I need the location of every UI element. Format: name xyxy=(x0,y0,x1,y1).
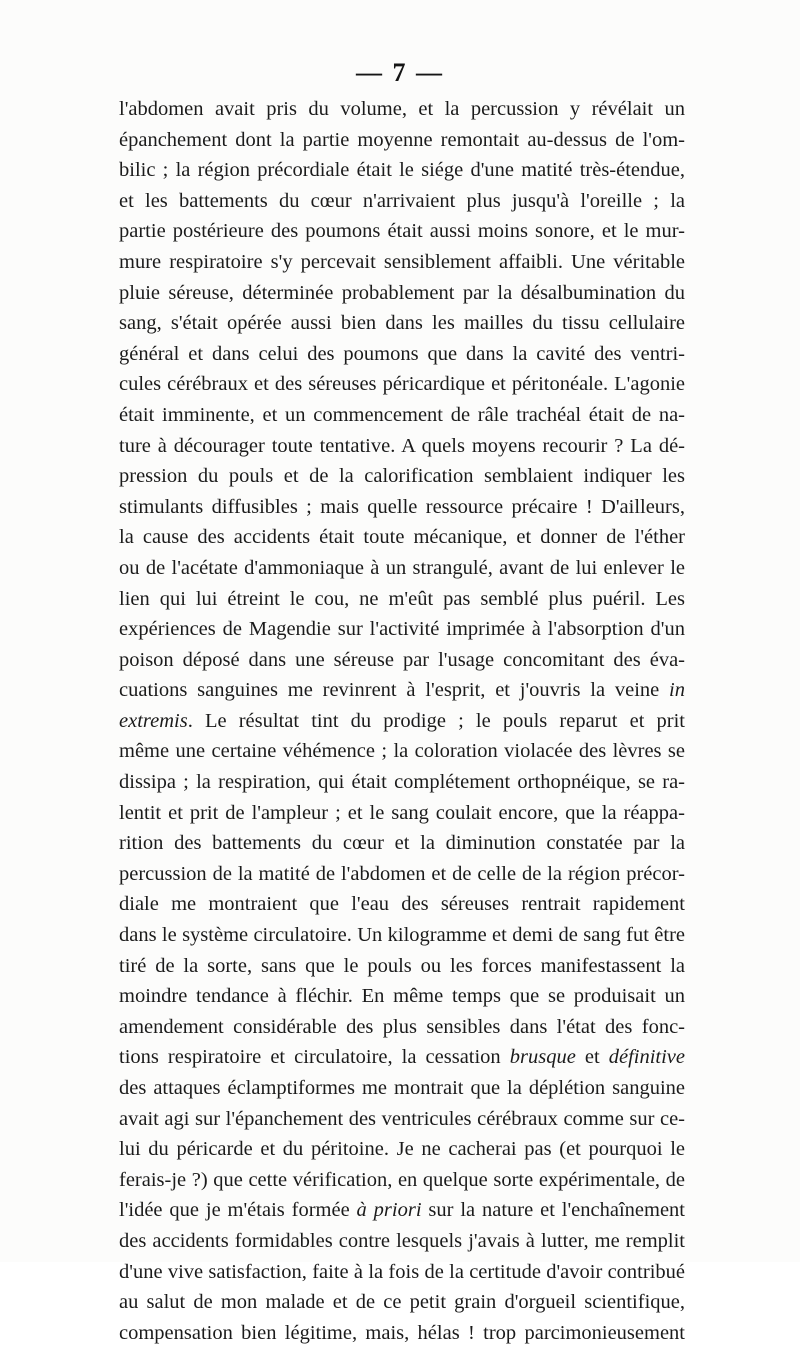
text-line: général et dans celui des poumons que dans la cavité des ventri- xyxy=(119,342,685,365)
text-line: pluie séreuse, déterminée probablement par la désalbumination du xyxy=(119,281,685,304)
text-line: pression du pouls et de la calorification semblaient indiquer les xyxy=(119,465,685,488)
text-line: rition des battements du cœur et la diminution constatée par la xyxy=(119,832,685,855)
page-number: — 7 — xyxy=(356,58,444,87)
body-text xyxy=(119,94,685,1348)
text-line: ou de l'acétate d'ammoniaque à un strangulé, avant de lui enlever le xyxy=(119,556,685,579)
text-line: percussion de la matité de l'abdomen et de celle de la région précor- xyxy=(119,862,685,885)
text-line: l'idée que je m'étais formée à priori sur la nature et l'enchaînement xyxy=(119,1199,685,1222)
text-line: l'abdomen avait pris du volume, et la percussion y révélait un xyxy=(119,98,685,120)
text-line: partie postérieure des poumons était aussi moins sonore, et le mur- xyxy=(119,220,685,243)
text-line: extremis. Le résultat tint du prodige ; le pouls reparut et prit xyxy=(119,709,685,732)
italic-text: définitive xyxy=(608,1046,686,1069)
text-line: dissipa ; la respiration, qui était complétement orthopnéique, se ra- xyxy=(119,771,685,794)
text-line: sang, s'était opérée aussi bien dans les mailles du tissu cellulaire xyxy=(119,312,685,335)
text-line: cuations sanguines me revinrent à l'esprit, et j'ouvris la veine in xyxy=(119,679,685,702)
text-line: lentit et prit de l'ampleur ; et le sang coulait encore, que la réappa- xyxy=(119,801,685,824)
text-line: mure respiratoire s'y percevait sensiblement affaibli. Une véritable xyxy=(119,250,685,273)
text-line: épanchement dont la partie moyenne remontait au-dessus de l'om- xyxy=(119,128,685,151)
text-line: ferais-je ?) que cette vérification, en quelque sorte expérimentale, de xyxy=(119,1168,685,1191)
text-line: bilic ; la région précordiale était le siége d'une matité très-étendue, xyxy=(119,159,685,182)
italic-text: in xyxy=(669,679,685,702)
text-line: moindre tendance à fléchir. En même temps que se produisait un xyxy=(119,985,685,1008)
text-line: ture à décourager toute tentative. A quels moyens recourir ? La dé- xyxy=(119,434,685,457)
text-line: même une certaine véhémence ; la coloration violacée des lèvres se xyxy=(119,740,685,763)
text-line: cules cérébraux et des séreuses péricardique et péritonéale. L'agonie xyxy=(119,373,685,396)
text-line: des attaques éclamptiformes me montrait que la déplétion sanguine xyxy=(119,1077,685,1099)
text-line: la cause des accidents était toute mécanique, et donner de l'éther xyxy=(119,526,685,549)
italic-text: brusque xyxy=(509,1046,576,1069)
text-line: au salut de mon malade et de ce petit grain d'orgueil scientifique, xyxy=(119,1291,685,1314)
text-line: dans le système circulatoire. Un kilogramme et demi de sang fut être xyxy=(119,924,685,947)
text-line: poison déposé dans une séreuse par l'usage concomitant des éva- xyxy=(119,648,685,671)
text-line: était imminente, et un commencement de râle trachéal était de na- xyxy=(119,403,685,426)
text-line: avait agi sur l'épanchement des ventricules cérébraux comme sur ce- xyxy=(119,1107,685,1130)
text-line: stimulants diffusibles ; mais quelle ressource précaire ! D'ailleurs, xyxy=(119,495,685,518)
text-line: tiré de la sorte, sans que le pouls ou les forces manifestassent la xyxy=(119,954,685,977)
text-line: d'une vive satisfaction, faite à la fois de la certitude d'avoir contribué xyxy=(119,1260,685,1283)
text-line: expériences de Magendie sur l'activité imprimée à l'absorption d'un xyxy=(119,618,685,641)
text-line: amendement considérable des plus sensibles dans l'état des fonc- xyxy=(119,1015,685,1038)
text-line: et les battements du cœur n'arrivaient plus jusqu'à l'oreille ; la xyxy=(119,189,685,212)
text-line: lui du péricarde et du péritoine. Je ne cacherai pas (et pourquoi le xyxy=(119,1138,685,1161)
text-line: lien qui lui étreint le cou, ne m'eût pas semblé plus puéril. Les xyxy=(119,587,685,610)
text-line: des accidents formidables contre lesquels j'avais à lutter, me remplit xyxy=(119,1229,685,1252)
text-line: diale me montraient que l'eau des séreuses rentrait rapidement xyxy=(119,893,685,916)
text-line: compensation bien légitime, mais, hélas ! trop parcimonieusement xyxy=(119,1321,685,1344)
italic-text: à priori xyxy=(356,1199,422,1222)
text-line: tions respiratoire et circulatoire, la cessation brusque et définitive xyxy=(119,1046,686,1069)
italic-text: extremis xyxy=(119,709,188,732)
